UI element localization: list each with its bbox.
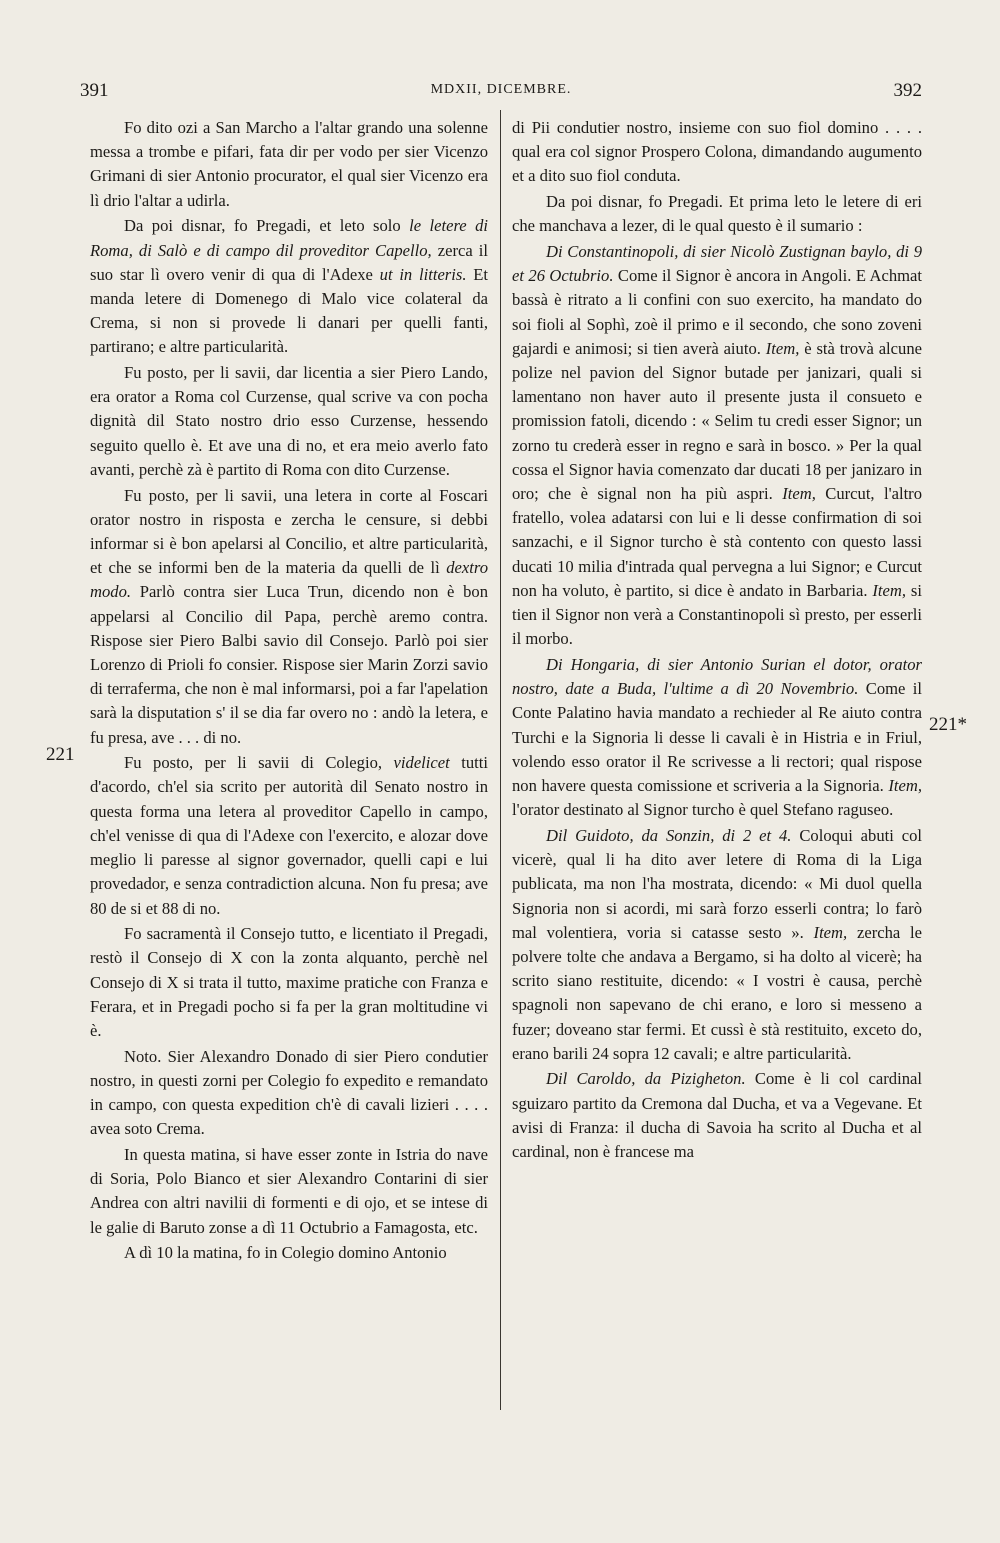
paragraph: Fo dito ozi a San Marcho a l'altar grando una solenne messa a trombe e pifari, fata dir per vodo per sier Vicenzo Grimani di sier Antonio procurator, el qual sier Vicenzo era lì drio l'altar a udirla. <box>90 118 488 210</box>
page-number-left: 391 <box>80 80 109 101</box>
paragraph: di Pii condutier nostro, insieme con suo fiol domino . . . . qual era col signor Prospero Colona, dimandando augumento et a dito suo fiol conduta. <box>512 118 922 186</box>
right-column <box>512 116 922 1164</box>
paragraph: Noto. Sier Alexandro Donado di sier Piero condutier nostro, in questi zorni per Colegio fo expedito e remandato in campo, con questa expedition ch'è di cavali lizieri . . . . avea soto Crema. <box>90 1046 488 1139</box>
paragraph: Di Constantinopoli, di sier Nicolò Zustignan baylo, di 9 et 26 Octubrio. Come il Signor è ancora in Angoli. E Achmat bassà è ritrato a li confini con suo exercito, ha mandato do soi fioli al Sophì, zoè il primo e il secondo, che sono zoveni gajardi e animosi; si tien averà aiuto. Item, è stà trovà alcune polize nel pavion del Signor butade per janizari, quali si lamentano non haver auto il presente justa il consueto e promission fatoli, dicendo : « Selim tu credi esser Signor; un zorno tu crederà esser in regno e sarà in bosco. » Per la qual cossa el Signor havia comenzato dar ducati 18 per janizaro in oro; che è signal non ha più aspri. Item, Curcut, l'altro fratello, volea adatarsi con lui e li desse confirmation di soi sanzachi, e il Signor turcho è stà contento con questo lassi ducati 10 milia d'intrada qual pervegna a lui Signor; e Curcut non ha voluto, è partito, si dice è andato in Barbaria. Item, si tien il Signor non verà a Constantinopoli sì presto, per esserli il morbo. <box>512 242 923 649</box>
paragraph: Da poi disnar, fo Pregadi, et leto solo le letere di Roma, di Salò e di campo dil proveditor Capello, zerca il suo star lì overo venir di qua di l'Adexe ut in litteris. Et manda letere di Domenego di Malo vice colateral da Crema, si non si provede li danari per quelli fanti, partirano; e altre particularità. <box>90 216 488 357</box>
paragraph: Da poi disnar, fo Pregadi. Et prima leto le letere di eri che manchava a lezer, di le qual questo è il sumario : <box>512 192 922 236</box>
paragraph: In questa matina, si have esser zonte in Istria do nave di Soria, Polo Bianco et sier Alexandro Contarini di sier Andrea con altri navilii di formenti e di ojo, et se intese di le galie di Baruto zonse a dì 11 Octubrio a Famagosta, etc. <box>90 1145 488 1237</box>
page-number-right: 392 <box>893 80 922 101</box>
paragraph: Fu posto, per li savii, una letera in corte al Foscari orator nostro in risposta e zercha le censure, si debbi informar si è bon apelarsi al Concilio, et altre particularità, et che se informi ben de la materia da quelli de lì dextro modo. Parlò contra sier Luca Trun, dicendo non è bon appelarsi al Concilio dil Papa, perchè aremo contra. Rispose sier Piero Balbi savio dil Consejo. Parlò poi sier Lorenzo di Prioli fo consier. Rispose sier Marin Zorzi savio di terraferma, che non è mal informarsi, poi a far l'apelation sarà la disputation s' il se dia far overo no : andò la letera, e fu presa, ave . . . di no. <box>90 485 488 747</box>
paragraph: Di Hongaria, di sier Antonio Surian el dotor, orator nostro, date a Buda, l'ultime a dì 20 Novembrio. Come il Conte Palatino havia mandato a rechieder al Re aiuto contra Turchi e la Signoria li desse li cavali è in Histria e in Friul, volendo esso orator il Re scrivesse a li rectori; qual rispose non havere questa comissione et scriveria a la Signoria. Item, l'orator destinato al Signor turcho è quel Stefano raguseo. <box>512 654 922 820</box>
margin-note-right: 221* <box>929 714 967 735</box>
paragraph: Fo sacramentà il Consejo tutto, e licentiato il Pregadi, restò il Consejo di X con la zonta alquanto, perchè nel Consejo di X si trata il tutto, maxime pratiche con Franza e Ferara, et in Pregadi pocho si fa per la gran moltitudine vi è. <box>90 924 488 1041</box>
paragraph: Dil Guidoto, da Sonzin, di 2 et 4. Coloqui abuti col vicerè, qual li ha dito aver letere di Roma di la Liga publicata, ma non l'ha mostrata, dicendo: « Mi duol quella Signoria non si acordi, mi sarà forzo esserli contra; lo farò mal volentiera, voria si catasse sesto ». Item, zercha le polvere tolte che andava a Bergamo, si ha dolto al vicerè; ha scrito siano restituite, dicendo: « I vostri è causa, perchè spagnoli non sapevano de chi erano, e loro si messeno a fuzer; doveano star fermi. Et cussì è stà restituito, exceto do, erano barili 24 sopra 12 cavali; e altre particularità. <box>512 825 923 1063</box>
running-header <box>80 80 922 106</box>
paragraph: Fu posto, per li savii, dar licentia a sier Piero Lando, era orator a Roma col Curzense, qual scrive va con pocha dignità dil Stato nostro drio esso Curzense, hessendo seguito quello è. Et ave una di no, et era meio averlo fato avanti, perchè zà è partito di Roma con dito Curzense. <box>90 363 488 479</box>
column-divider <box>500 110 501 1410</box>
paragraph: Fu posto, per li savii di Colegio, videlicet tutti d'acordo, ch'el sia scrito per autorità dil Senato nostro in questa forma una letera al proveditor Capello in campo, ch'el venisse di qua di l'Adexe con l'exercito, e alozar dove meglio li paresse al signor governador, quelli capi e lui provedador, e senza contradiction alcuna. Non fu presa; ave 80 de si et 88 di no. <box>90 753 488 918</box>
paragraph: Dil Caroldo, da Pizigheton. Come è li col cardinal sguizaro partito da Cremona dal Ducha, et va a Vegevane. Et avisi di Franza: il ducha di Savoia ha scrito al Ducha et al cardinal, non è francese ma <box>512 1069 922 1162</box>
left-column <box>90 116 488 1266</box>
running-title: MDXII, DICEMBRE. <box>430 82 572 97</box>
margin-note-left: 221 <box>46 744 75 765</box>
paragraph: A dì 10 la matina, fo in Colegio domino Antonio <box>124 1243 447 1263</box>
